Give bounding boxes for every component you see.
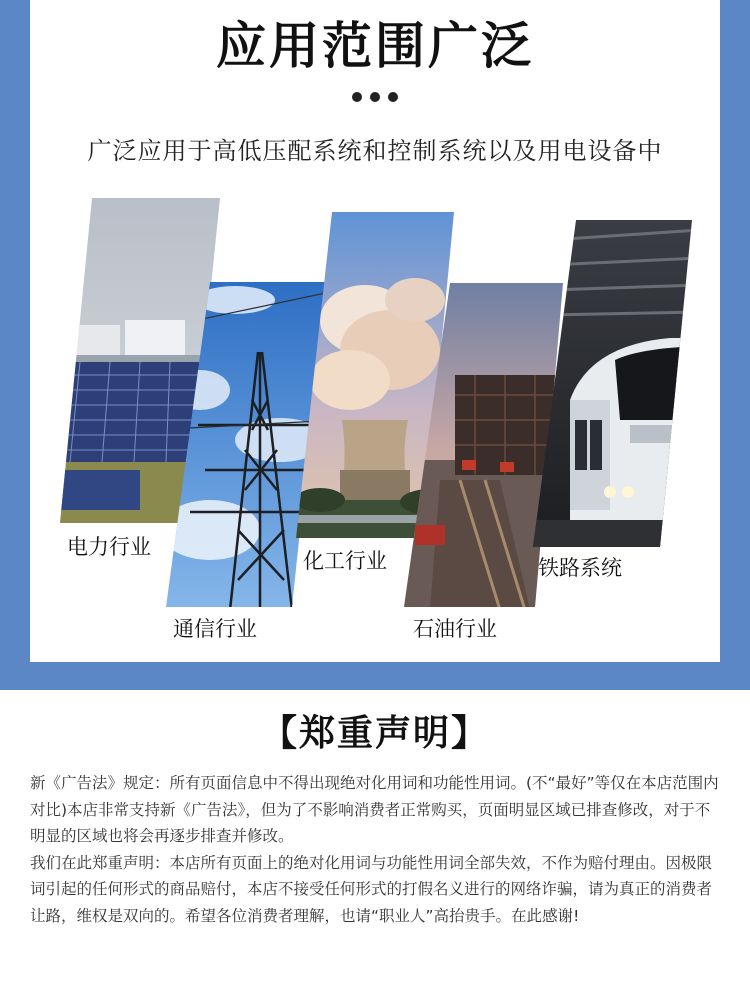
industry-label-power: 电力行业 [67, 535, 151, 559]
industry-label-telecom: 通信行业 [173, 617, 257, 641]
train-icon [530, 220, 700, 550]
declaration-paragraph: 新《广告法》规定：所有页面信息中不得出现绝对化用词和功能性用词。(不“最好”等仅在本店范围内对比)本店非常支持新《广告法》，但为了不影响消费者正常购买，页面明显区域已排查修改，对于不明显的区域也将会再逐步排查并修改。 [30, 774, 719, 845]
industry-label-railway: 铁路系统 [538, 556, 622, 580]
declaration-text [30, 770, 724, 929]
application-card [30, 0, 720, 662]
declaration-paragraph: 我们在此郑重声明：本店所有页面上的绝对化用词与功能性用词全部失效，不作为赔付理由。因极限词引起的任何形式的商品赔付，本店不接受任何形式的打假名义进行的网络诈骗，请为真正的消费者让路，维权是双向的。希望各位消费者理解，也请“职业人”高抬贵手。在此感谢! [30, 853, 713, 925]
industry-label-chemical: 化工行业 [303, 549, 387, 573]
page-title: 应用范围广泛 [216, 17, 534, 75]
page-subtitle: 广泛应用于高低压配系统和控制系统以及用电设备中 [87, 137, 663, 165]
industry-label-petroleum: 石油行业 [413, 617, 497, 641]
declaration-title: 【郑重声明】 [260, 713, 489, 754]
